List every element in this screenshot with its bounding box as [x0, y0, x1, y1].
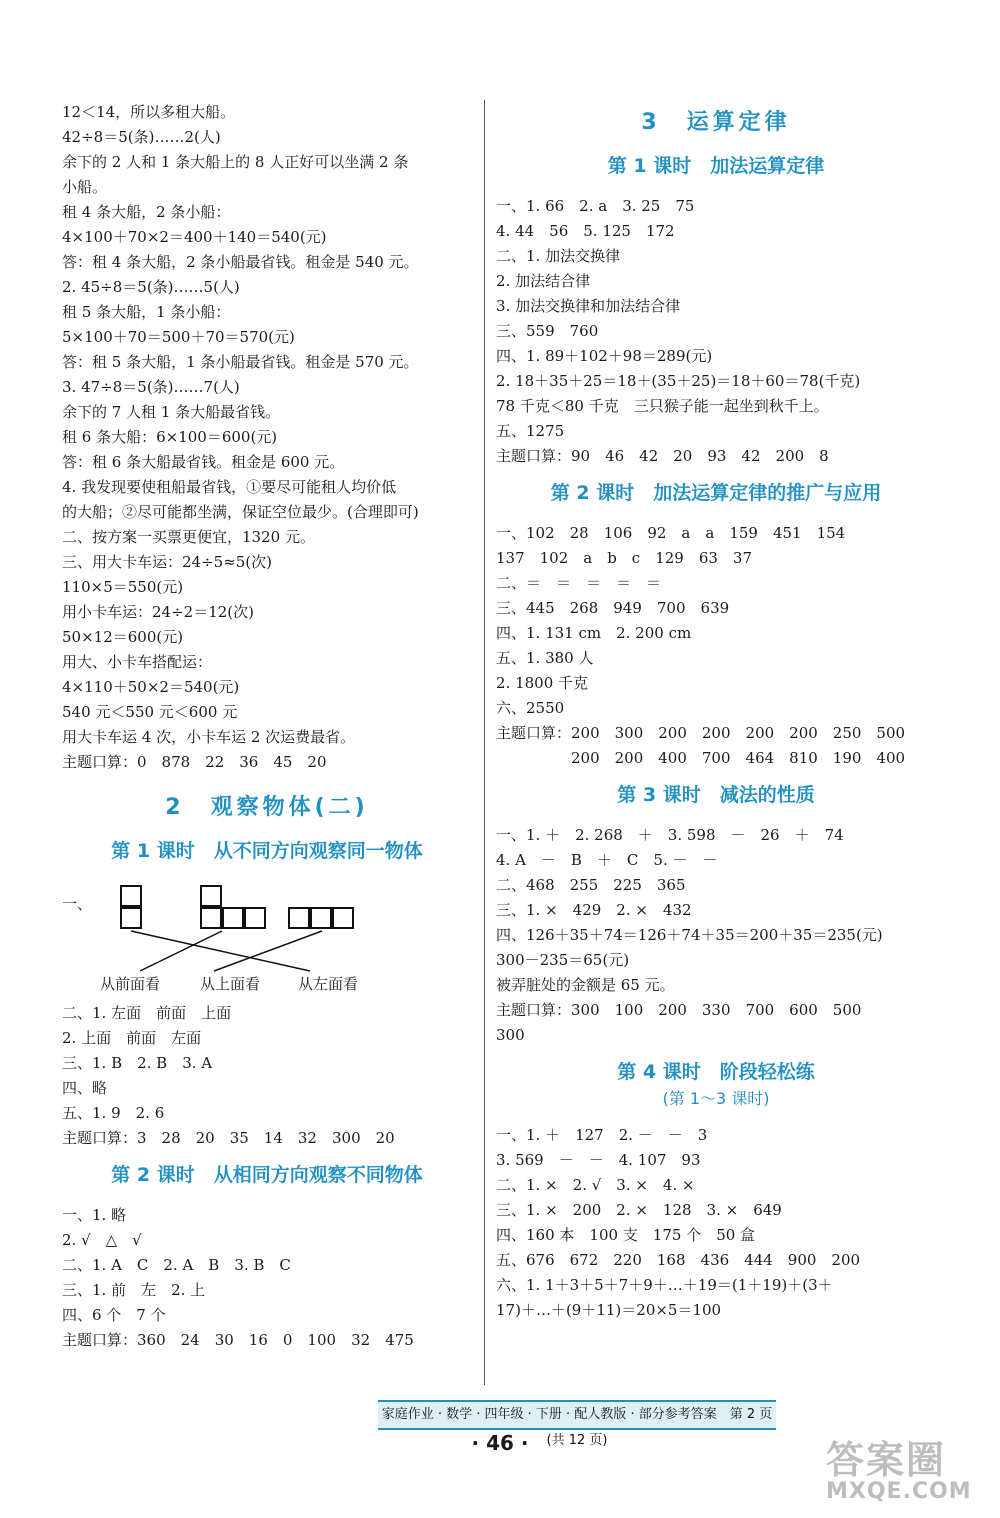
- answer-line: 三、1. 前 左 2. 上: [62, 1281, 206, 1299]
- unit-3-lesson-2-answers: [496, 521, 936, 771]
- answer-line: 主题口算：360 24 30 16 0 100 32 475: [62, 1331, 414, 1349]
- answer-line: 主题口算：200 300 200 200 200 200 250 500: [496, 724, 906, 742]
- answer-line: 用小卡车运：24÷2＝12(次): [62, 603, 254, 621]
- answer-line: 三、1. B 2. B 3. A: [62, 1054, 213, 1072]
- answer-line: 主题口算：0 878 22 36 45 20: [62, 753, 327, 771]
- observation-diagram: [62, 879, 472, 997]
- label-front-view: 从前面看: [100, 975, 161, 993]
- answer-line: 四、160 本 100 支 175 个 50 盒: [496, 1226, 756, 1244]
- unit-3-lesson-1-answers: [496, 194, 936, 469]
- answer-line: 一、1. 略: [62, 1206, 127, 1224]
- answer-line: 余下的 2 人和 1 条大船上的 8 人正好可以坐满 2 条: [62, 153, 409, 171]
- unit-3-lesson-3-answers: [496, 823, 936, 1048]
- answer-line: 租 4 条大船，2 条小船：: [62, 203, 231, 221]
- answer-line: 5×100＋70＝500＋70＝570(元): [62, 328, 295, 346]
- answer-line: 4×100＋70×2＝400＋140＝540(元): [62, 228, 327, 246]
- answer-line: 答：租 5 条大船，1 条小船最省钱。租金是 570 元。: [62, 353, 419, 371]
- answer-line: 一、1. ＋ 127 2. － － 3: [496, 1126, 708, 1144]
- answer-line: 主题口算：300 100 200 330 700 600 500: [496, 1001, 862, 1019]
- answer-line: 主题口算：90 46 42 20 93 42 200 8: [496, 447, 829, 465]
- answer-line: 四、1. 131 cm 2. 200 cm: [496, 624, 692, 642]
- answer-line: 用大卡车运 4 次，小卡车运 2 次运费最省。: [62, 728, 356, 746]
- answer-line: 六、1. 1＋3＋5＋7＋9＋…＋19＝(1＋19)＋(3＋: [496, 1276, 833, 1294]
- answer-line: 三、445 268 949 700 639: [496, 599, 730, 617]
- answer-line: 五、1275: [496, 422, 565, 440]
- answer-line: 3. 加法交换律和加法结合律: [496, 297, 681, 315]
- answer-line: 三、用大卡车运：24÷5≈5(次): [62, 553, 273, 571]
- answer-line: 2. 1800 千克: [496, 674, 589, 692]
- answer-line: 4×110＋50×2＝540(元): [62, 678, 240, 696]
- answer-line: 二、1. 加法交换律: [496, 247, 621, 265]
- unit-3-lesson-4-title: 第 4 课时 阶段轻松练: [617, 1061, 815, 1083]
- unit-2-title: 2 观察物体(二): [165, 795, 369, 820]
- unit-2-lesson-1-answers: [62, 1001, 472, 1151]
- answer-line: 2. 上面 前面 左面: [62, 1029, 202, 1047]
- answer-line: 110×5＝550(元): [62, 578, 184, 596]
- answer-line: 78 千克＜80 千克 三只猴子能一起坐到秋千上。: [496, 397, 829, 415]
- diagram-prefix: 一、: [62, 895, 93, 913]
- left-column: [62, 100, 472, 1353]
- column-divider: [484, 100, 485, 1385]
- answer-line: 137 102 a b c 129 63 37: [496, 549, 753, 567]
- answer-line: 50×12＝600(元): [62, 628, 184, 646]
- answer-line: 4. 我发现要使租船最省钱，①要尽可能租人均价低: [62, 478, 397, 496]
- answer-line: 四、略: [62, 1079, 108, 1097]
- answer-line: 一、1. ＋ 2. 268 ＋ 3. 598 － 26 ＋ 74: [496, 826, 844, 844]
- answer-line: 300: [496, 1026, 525, 1044]
- answer-line: 五、1. 380 人: [496, 649, 594, 667]
- answer-line: 答：租 4 条大船，2 条小船最省钱。租金是 540 元。: [62, 253, 419, 271]
- answer-line: 租 5 条大船，1 条小船：: [62, 303, 231, 321]
- answer-line: 二、按方案一买票更便宜，1320 元。: [62, 528, 315, 546]
- unit-3-lesson-4-answers: [496, 1123, 936, 1323]
- unit-2-lesson-2-answers: [62, 1203, 472, 1353]
- answer-line: 540 元＜550 元＜600 元: [62, 703, 238, 721]
- right-column: [496, 100, 936, 1323]
- answer-line: 租 6 条大船：6×100＝600(元): [62, 428, 278, 446]
- answer-line: 四、6 个 7 个: [62, 1306, 166, 1324]
- unit-3-lesson-4-subtitle: (第 1～3 课时): [662, 1089, 770, 1108]
- left-answers-continued: [62, 100, 472, 775]
- answer-line: 2. 18＋35＋25＝18＋(35＋25)＝18＋60＝78(千克): [496, 372, 861, 390]
- answer-line: 三、559 760: [496, 322, 599, 340]
- answer-line: 五、1. 9 2. 6: [62, 1104, 165, 1122]
- answer-line: 四、1. 89＋102＋98＝289(元): [496, 347, 713, 365]
- answer-line: 答：租 6 条大船最省钱。租金是 600 元。: [62, 453, 345, 471]
- label-left-view: 从左面看: [298, 975, 359, 993]
- answer-line: 四、126＋35＋74＝126＋74＋35＝200＋35＝235(元): [496, 926, 883, 944]
- answer-line: 一、1. 66 2. a 3. 25 75: [496, 197, 695, 215]
- answer-line: 二、1. 左面 前面 上面: [62, 1004, 232, 1022]
- answer-line: 二、468 255 225 365: [496, 876, 686, 894]
- answer-line: 的大船；②尽可能都坐满，保证空位最少。(合理即可): [62, 503, 419, 521]
- answer-line: 12＜14，所以多租大船。: [62, 103, 236, 121]
- answer-line: 4. A － B ＋ C 5. － －: [496, 851, 718, 869]
- answer-line: 二、＝ ＝ ＝ ＝ ＝: [496, 574, 662, 592]
- answer-line: 小船。: [62, 178, 108, 196]
- answer-line: 200 200 400 700 464 810 190 400: [496, 749, 906, 767]
- answer-line: 主题口算：3 28 20 35 14 32 300 20: [62, 1129, 395, 1147]
- answer-line: 三、1. × 429 2. × 432: [496, 901, 692, 919]
- answer-line: 一、102 28 106 92 a a 159 451 154: [496, 524, 846, 542]
- unit-3-title: 3 运算定律: [641, 110, 791, 135]
- answer-line: 二、1. A C 2. A B 3. B C: [62, 1256, 291, 1274]
- answer-line: 用大、小卡车搭配运：: [62, 653, 213, 671]
- unit-2-lesson-2-title: 第 2 课时 从相同方向观察不同物体: [111, 1164, 423, 1186]
- unit-3-lesson-2-title: 第 2 课时 加法运算定律的推广与应用: [550, 482, 882, 504]
- page-number: · 46 ·: [471, 1431, 529, 1455]
- watermark-logo: [826, 1440, 986, 1506]
- answer-line: 2. √ △ √: [62, 1231, 142, 1249]
- answer-line: 300－235＝65(元): [496, 951, 630, 969]
- answer-line: 五、676 672 220 168 436 444 900 200: [496, 1251, 861, 1269]
- answer-line: 六、2550: [496, 699, 565, 717]
- answer-line: 3. 569 － － 4. 107 93: [496, 1151, 701, 1169]
- answer-line: 2. 45÷8＝5(条)……5(人): [62, 278, 240, 296]
- answer-line: 42÷8＝5(条)……2(人): [62, 128, 221, 146]
- answer-line: 二、1. × 2. √ 3. × 4. ×: [496, 1176, 695, 1194]
- answer-line: 3. 47÷8＝5(条)……7(人): [62, 378, 240, 396]
- label-top-view: 从上面看: [200, 975, 261, 993]
- answer-line: 三、1. × 200 2. × 128 3. × 649: [496, 1201, 782, 1219]
- answer-line: 2. 加法结合律: [496, 272, 591, 290]
- unit-3-lesson-3-title: 第 3 课时 减法的性质: [617, 784, 815, 806]
- answer-line: 17)＋…＋(9＋11)＝20×5＝100: [496, 1301, 722, 1319]
- unit-2-lesson-1-title: 第 1 课时 从不同方向观察同一物体: [111, 840, 423, 862]
- footer-bar: 家庭作业 · 数学 · 四年级 · 下册 · 配人教版 · 部分参考答案 第 2 页(共 12 页): [378, 1400, 776, 1430]
- watermark-top: 答案圈: [826, 1438, 947, 1482]
- answer-line: 4. 44 56 5. 125 172: [496, 222, 675, 240]
- answer-line: 余下的 7 人租 1 条大船最省钱。: [62, 403, 281, 421]
- answer-line: 被弄脏处的金额是 65 元。: [496, 976, 675, 994]
- unit-3-lesson-1-title: 第 1 课时 加法运算定律: [607, 155, 825, 177]
- watermark-bottom: MXQE.COM: [826, 1479, 972, 1504]
